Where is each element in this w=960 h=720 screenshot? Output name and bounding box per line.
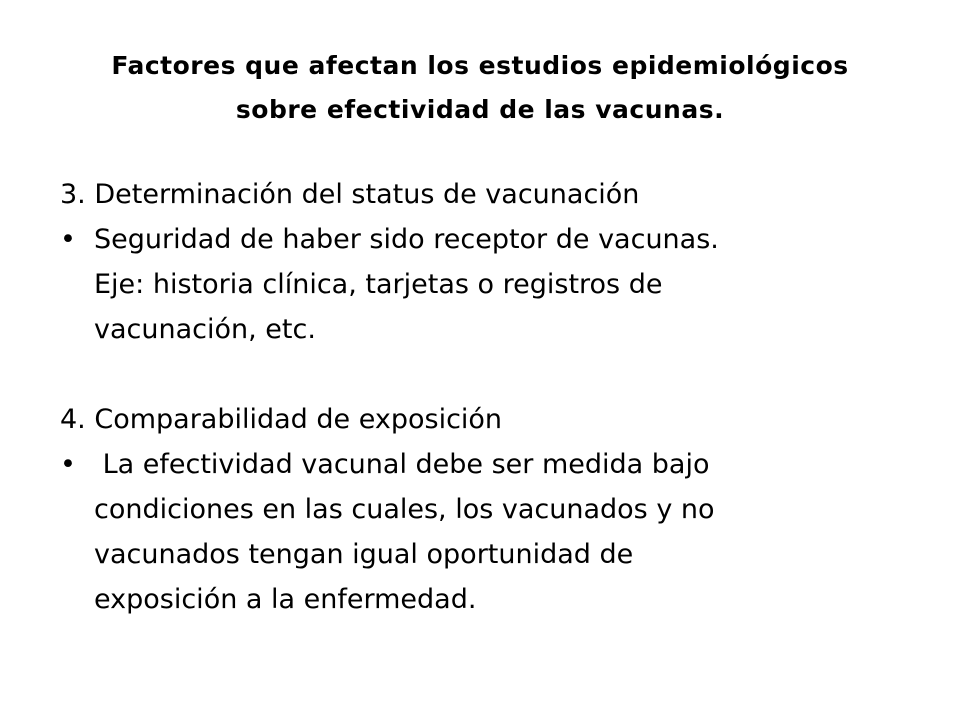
section-4-bullet-line-1: La efectividad vacunal debe ser medida bajo bbox=[94, 449, 710, 480]
section-4-bullet-line-3: vacunados tengan igual oportunidad de bbox=[94, 539, 634, 570]
title-line-1: Factores que afectan los estudios epidemiológicos bbox=[111, 51, 849, 80]
slide-content bbox=[60, 172, 940, 622]
spacer bbox=[60, 352, 940, 397]
section-3-bullet-line-1: Seguridad de haber sido receptor de vacunas. bbox=[94, 224, 719, 255]
section-3-bullet-line-2: Eje: historia clínica, tarjetas o registros de bbox=[94, 269, 663, 300]
bullet-icon: • bbox=[60, 449, 76, 480]
bullet-icon: • bbox=[60, 224, 76, 255]
section-4-heading: 4. Comparabilidad de exposición bbox=[60, 404, 503, 435]
section-4-bullet-line-4: exposición a la enfermedad. bbox=[94, 584, 477, 615]
section-4-bullet bbox=[60, 442, 940, 622]
section-3-heading: 3. Determinación del status de vacunación bbox=[60, 179, 640, 210]
section-3-bullet bbox=[60, 217, 940, 352]
section-4-bullet-line-2: condiciones en las cuales, los vacunados y no bbox=[94, 494, 715, 525]
slide-title bbox=[20, 44, 940, 132]
title-line-2: sobre efectividad de las vacunas. bbox=[235, 95, 725, 124]
section-3-bullet-line-3: vacunación, etc. bbox=[94, 314, 316, 345]
